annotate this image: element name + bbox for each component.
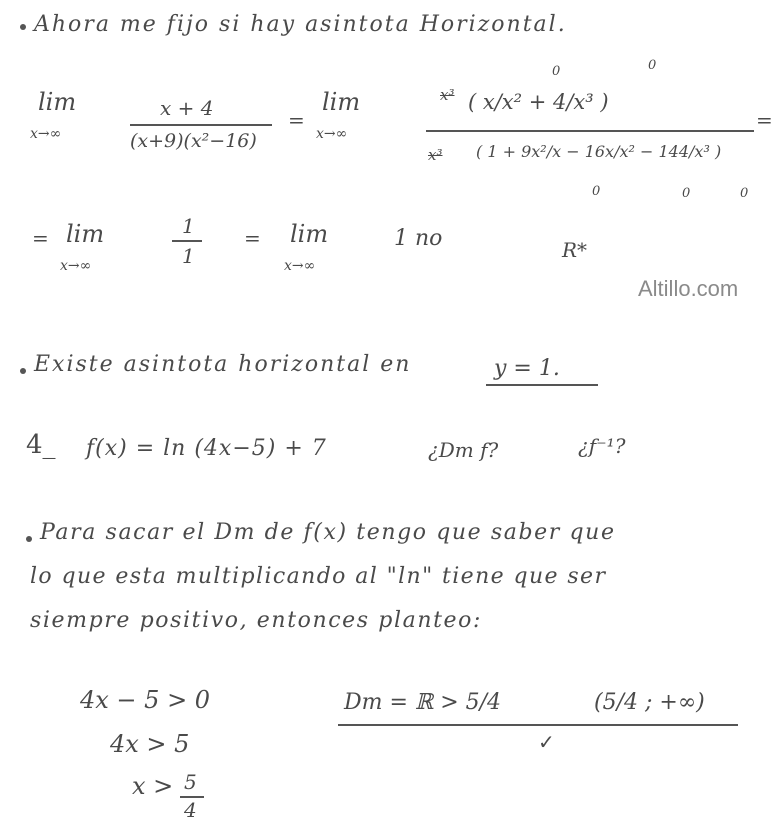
rewritten-denominator: ( 1 + 9x²/x − 16x/x² − 144/x³ ) (476, 142, 722, 161)
r-star-note: R* (562, 238, 588, 262)
lim-subscript-3: x→∞ (60, 258, 92, 274)
fraction-bar-2 (426, 130, 754, 132)
inequality-3: x > (132, 772, 174, 800)
lim-subscript-4: x→∞ (284, 258, 316, 274)
conclusion-text: Existe asintota horizontal en (34, 352, 412, 377)
equals-sign-2: = (32, 226, 49, 250)
heading-horizontal-asymptote: Ahora me fijo si hay asintota Horizontal. (34, 12, 567, 37)
zero-mark-3: 0 (592, 184, 601, 199)
frac-numerator: 5 (184, 770, 197, 794)
zero-mark-4: 0 (682, 186, 691, 201)
domain-result: Dm = ℝ > 5/4 (344, 690, 502, 715)
domain-interval: (5/4 ; +∞) (594, 690, 705, 715)
lim-label-2: lim (322, 88, 361, 116)
question-domain: ¿Dm f? (428, 438, 499, 462)
lim-subscript: x→∞ (30, 126, 62, 142)
inequality-1: 4x − 5 > 0 (80, 686, 211, 714)
equals-sign: = (288, 108, 305, 132)
fraction-numerator: x + 4 (160, 96, 214, 120)
lim-label: lim (38, 88, 77, 116)
domain-underline (338, 724, 738, 726)
fraction-bar (130, 124, 272, 126)
fraction-denominator: (x+9)(x²−16) (130, 130, 257, 152)
limit-result: 1 no (394, 226, 443, 251)
zero-mark-5: 0 (740, 186, 749, 201)
problem-function: f(x) = ln (4x−5) + 7 (86, 436, 327, 461)
bullet-2 (20, 368, 26, 374)
fraction-num-1: 1 (182, 214, 195, 238)
cancelled-x3-den: x³ (428, 146, 443, 164)
frac-denominator: 4 (184, 798, 197, 822)
asymptote-answer: y = 1. (494, 356, 560, 381)
paragraph-line-1: Para sacar el Dm de f(x) tengo que saber que (40, 520, 616, 545)
cancelled-x3-num: x³ (440, 86, 455, 104)
answer-underline (486, 384, 598, 386)
inequality-2: 4x > 5 (110, 730, 190, 758)
equals-sign-3: = (244, 226, 261, 250)
bullet-3 (26, 536, 32, 542)
rewritten-numerator: ( x/x² + 4/x³ ) (468, 90, 609, 114)
fraction-den-1: 1 (182, 244, 195, 268)
bullet-1 (20, 24, 26, 30)
paragraph-line-3: siempre positivo, entonces planteo: (30, 608, 482, 633)
lim-label-3: lim (66, 220, 105, 248)
paragraph-line-2: lo que esta multiplicando al "ln" tiene que ser (30, 564, 607, 589)
equals-end: = (756, 108, 773, 132)
problem-number: 4_ (26, 430, 56, 460)
question-inverse: ¿f⁻¹? (578, 434, 626, 458)
lim-subscript-2: x→∞ (316, 126, 348, 142)
zero-mark-2: 0 (648, 58, 657, 73)
check-mark: ✓ (538, 730, 555, 754)
fraction-bar-3 (172, 240, 202, 242)
zero-mark-1: 0 (552, 64, 561, 79)
watermark: Altillo.com (638, 276, 739, 301)
lim-label-4: lim (290, 220, 329, 248)
